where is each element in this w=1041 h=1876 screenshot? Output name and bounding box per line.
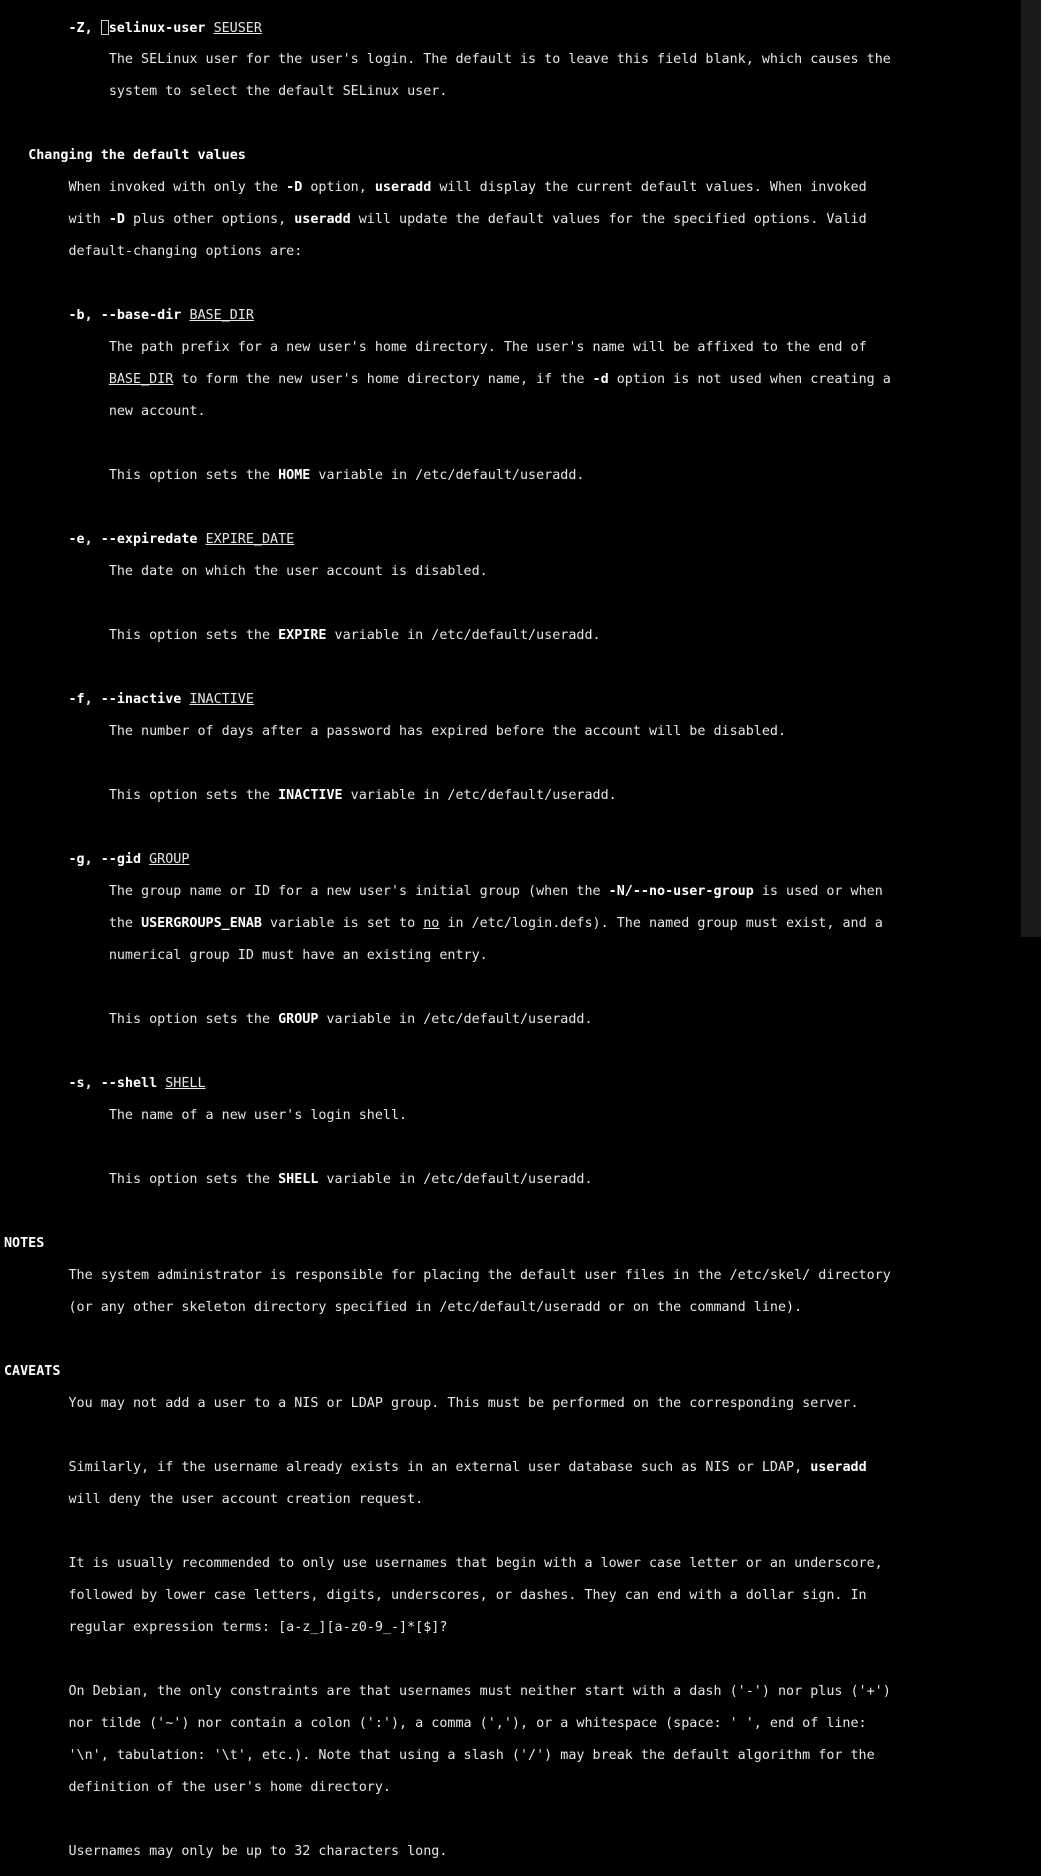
option-z-desc-1: The SELinux user for the user's login. The default is to leave this field blank, which causes the xyxy=(108,52,891,67)
option-z-desc-2: system to select the default SELinux user. xyxy=(108,84,448,99)
option-s-line: -s, --shell SHELL xyxy=(68,1076,206,1091)
caveats-heading: CAVEATS xyxy=(4,1364,61,1379)
terminal-scrollbar[interactable] xyxy=(1021,0,1041,937)
notes-heading: NOTES xyxy=(4,1236,45,1251)
text-cursor xyxy=(101,20,109,35)
man-page-terminal[interactable]: -Z, selinux-user SEUSER The SELinux user for the user's login. The default is to leave this field blank, which causes the system to select the default SELinux user. Changing the default values When invoked with only the -D option, useradd will display the current default values. When invoked with -D plus other options, useradd will update the default values for the specified options. Valid default-changing options are: -b, --base-dir BASE_DIR The path prefix for a new user's home directory. The user's name will be affixed to the end of BASE_DIR to form the new user's home directory name, if the -d option is not used when creating a new account. This option sets the HOME variable in /etc/default/useradd. -e, --expiredate EXPIRE_DATE The date on which the user account is disabled. This option sets the EXPIRE variable in /etc/default/useradd. -f, --inactive INACTIVE The number of days after a password has expired before the account will be disabled. This option sets the INACTIVE variable in /etc/default/useradd. -g, --gid GROUP The group name or ID for a new user's initial group (when the -N/--no-user-group is used or when the USERGROUPS_ENAB variable is set to no in /etc/login.defs). The named group must exist, and a numerical group ID must have an existing entry. This option sets the GROUP variable in /etc/default/useradd. -s, --shell SHELL The name of a new user's login shell. This option sets the SHELL variable in /etc/default/useradd. NOTES The system administrator is responsible for placing the default user files in the /etc/skel/ directory (or any other skeleton directory specified in /etc/default/useradd or on the command line). CAVEATS You may not add a user to a NIS or LDAP group. This must be performed on the corresponding server. Similarly, if the username already exists in an external user database such as NIS or LDAP, useradd will deny the user account creation request. It is usually recommended to only use usernames that begin with a lower case letter or an underscore, followed by lower case letters, digits, underscores, or dashes. They can end with a dollar sign. In regular expression terms: [a-z_][a-z0-9_-]*[$]? On Debian, the only constraints are that usernames must neither start with a dash ('-') nor plus ('+') nor tilde ('~') nor contain a colon (':'), a comma (','), or a whitespace (space: ' ', end of line: '\n', tabulation: '\t', etc.). Note that using a slash ('/') may break the default algorithm for the definition of the user's home directory. Usernames may only be up to 32 characters long. xyxy=(0,0,1021,937)
option-e-line: -e, --expiredate EXPIRE_DATE xyxy=(68,532,295,547)
option-b-line: -b, --base-dir BASE_DIR xyxy=(68,308,254,323)
changing-heading: Changing the default values xyxy=(28,148,246,163)
option-g-line: -g, --gid GROUP xyxy=(68,852,190,867)
option-f-line: -f, --inactive INACTIVE xyxy=(68,692,254,707)
option-z-line: -Z, selinux-user SEUSER xyxy=(68,21,262,36)
